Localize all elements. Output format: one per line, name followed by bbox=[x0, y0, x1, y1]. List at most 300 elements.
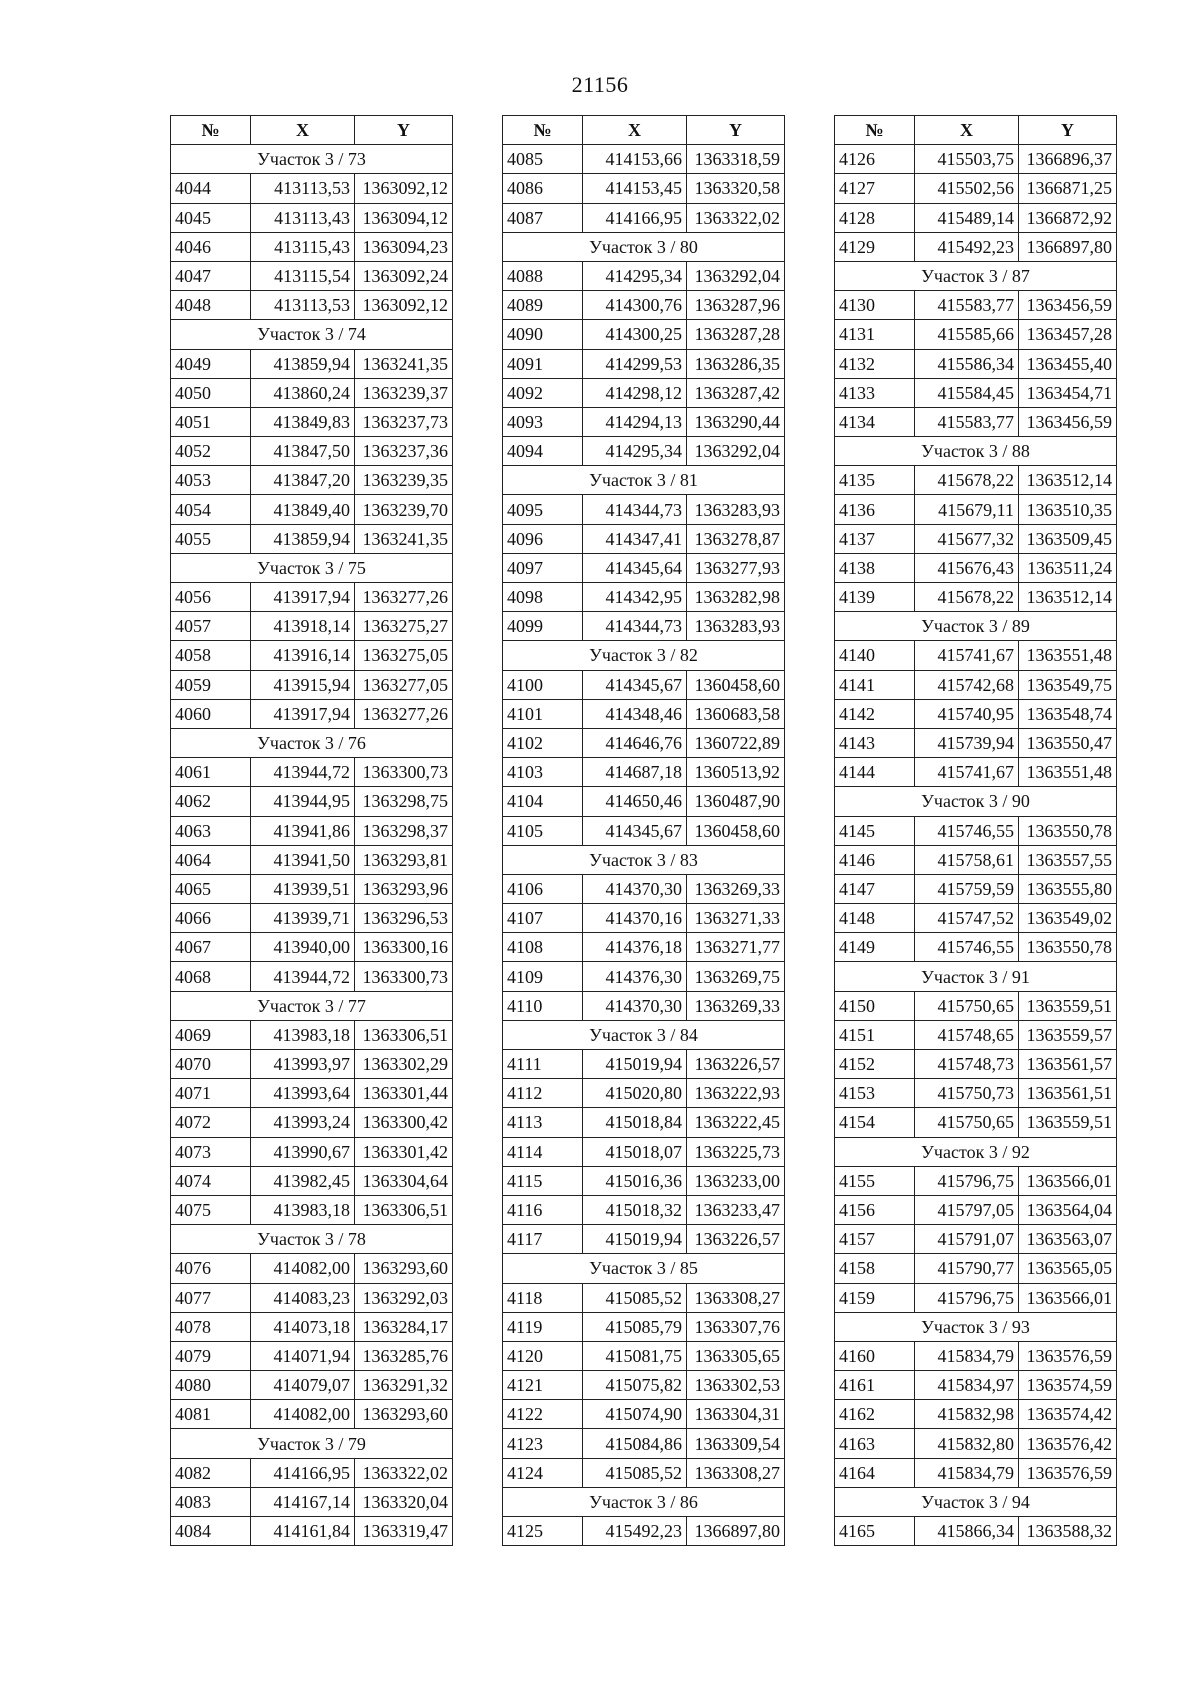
x-coordinate: 415019,94 bbox=[583, 1225, 687, 1254]
point-number: 4051 bbox=[171, 407, 251, 436]
point-number: 4054 bbox=[171, 495, 251, 524]
x-coordinate: 415084,86 bbox=[583, 1429, 687, 1458]
point-number: 4134 bbox=[835, 407, 915, 436]
table-row bbox=[835, 991, 1117, 1020]
section-title: Участок 3 / 84 bbox=[503, 1020, 785, 1049]
table-row bbox=[835, 407, 1117, 436]
table-row bbox=[835, 291, 1117, 320]
y-coordinate: 1360513,92 bbox=[687, 758, 785, 787]
point-number: 4154 bbox=[835, 1108, 915, 1137]
table-row bbox=[171, 1020, 453, 1049]
point-number: 4050 bbox=[171, 378, 251, 407]
table-row bbox=[171, 291, 453, 320]
y-coordinate: 1363277,05 bbox=[355, 670, 453, 699]
x-coordinate: 415740,95 bbox=[915, 699, 1019, 728]
x-coordinate: 414345,67 bbox=[583, 816, 687, 845]
header-number: № bbox=[171, 116, 251, 145]
section-row bbox=[171, 991, 453, 1020]
point-number: 4124 bbox=[503, 1458, 583, 1487]
table-row bbox=[503, 407, 785, 436]
y-coordinate: 1360487,90 bbox=[687, 787, 785, 816]
section-title: Участок 3 / 74 bbox=[171, 320, 453, 349]
x-coordinate: 415791,07 bbox=[915, 1225, 1019, 1254]
x-coordinate: 414345,64 bbox=[583, 553, 687, 582]
x-coordinate: 415018,32 bbox=[583, 1195, 687, 1224]
x-coordinate: 414300,76 bbox=[583, 291, 687, 320]
table-row bbox=[503, 699, 785, 728]
header-x: X bbox=[251, 116, 355, 145]
point-number: 4145 bbox=[835, 816, 915, 845]
x-coordinate: 414347,41 bbox=[583, 524, 687, 553]
section-title: Участок 3 / 94 bbox=[835, 1487, 1117, 1516]
table-row bbox=[503, 261, 785, 290]
point-number: 4101 bbox=[503, 699, 583, 728]
section-row bbox=[835, 787, 1117, 816]
x-coordinate: 413916,14 bbox=[251, 641, 355, 670]
y-coordinate: 1363302,29 bbox=[355, 1050, 453, 1079]
x-coordinate: 415750,65 bbox=[915, 991, 1019, 1020]
point-number: 4135 bbox=[835, 466, 915, 495]
y-coordinate: 1363239,70 bbox=[355, 495, 453, 524]
table-row bbox=[835, 670, 1117, 699]
page-number: 21156 bbox=[571, 72, 629, 97]
x-coordinate: 414083,23 bbox=[251, 1283, 355, 1312]
table-row bbox=[503, 962, 785, 991]
y-coordinate: 1363277,26 bbox=[355, 699, 453, 728]
x-coordinate: 415492,23 bbox=[583, 1517, 687, 1546]
x-coordinate: 413847,50 bbox=[251, 437, 355, 466]
y-coordinate: 1363094,12 bbox=[355, 203, 453, 232]
x-coordinate: 415832,80 bbox=[915, 1429, 1019, 1458]
point-number: 4100 bbox=[503, 670, 583, 699]
table-row bbox=[503, 145, 785, 174]
section-row bbox=[835, 1487, 1117, 1516]
table-row bbox=[835, 1050, 1117, 1079]
point-number: 4049 bbox=[171, 349, 251, 378]
section-title: Участок 3 / 89 bbox=[835, 612, 1117, 641]
x-coordinate: 415741,67 bbox=[915, 758, 1019, 787]
x-coordinate: 415834,79 bbox=[915, 1341, 1019, 1370]
x-coordinate: 413849,40 bbox=[251, 495, 355, 524]
y-coordinate: 1363550,78 bbox=[1019, 816, 1117, 845]
x-coordinate: 415676,43 bbox=[915, 553, 1019, 582]
table-row bbox=[503, 1429, 785, 1458]
x-coordinate: 415585,66 bbox=[915, 320, 1019, 349]
table-row bbox=[503, 612, 785, 641]
table-row bbox=[835, 728, 1117, 757]
point-number: 4153 bbox=[835, 1079, 915, 1108]
x-coordinate: 415746,55 bbox=[915, 933, 1019, 962]
y-coordinate: 1363269,75 bbox=[687, 962, 785, 991]
x-coordinate: 413113,53 bbox=[251, 174, 355, 203]
x-coordinate: 415019,94 bbox=[583, 1050, 687, 1079]
table-row bbox=[171, 1400, 453, 1429]
x-coordinate: 414167,14 bbox=[251, 1487, 355, 1516]
table-row bbox=[503, 1137, 785, 1166]
y-coordinate: 1363510,35 bbox=[1019, 495, 1117, 524]
point-number: 4146 bbox=[835, 845, 915, 874]
y-coordinate: 1363269,33 bbox=[687, 874, 785, 903]
x-coordinate: 415018,84 bbox=[583, 1108, 687, 1137]
y-coordinate: 1363318,59 bbox=[687, 145, 785, 174]
table-header-row bbox=[835, 116, 1117, 145]
table-row bbox=[171, 1341, 453, 1370]
section-title: Участок 3 / 87 bbox=[835, 261, 1117, 290]
y-coordinate: 1363557,55 bbox=[1019, 845, 1117, 874]
point-number: 4156 bbox=[835, 1195, 915, 1224]
y-coordinate: 1363320,58 bbox=[687, 174, 785, 203]
x-coordinate: 413859,94 bbox=[251, 524, 355, 553]
x-coordinate: 414376,30 bbox=[583, 962, 687, 991]
y-coordinate: 1363559,51 bbox=[1019, 1108, 1117, 1137]
point-number: 4073 bbox=[171, 1137, 251, 1166]
x-coordinate: 413860,24 bbox=[251, 378, 355, 407]
y-coordinate: 1363512,14 bbox=[1019, 583, 1117, 612]
point-number: 4068 bbox=[171, 962, 251, 991]
table-row bbox=[171, 641, 453, 670]
table-row bbox=[171, 1166, 453, 1195]
point-number: 4106 bbox=[503, 874, 583, 903]
y-coordinate: 1363222,45 bbox=[687, 1108, 785, 1137]
table-row bbox=[503, 933, 785, 962]
point-number: 4085 bbox=[503, 145, 583, 174]
x-coordinate: 414370,30 bbox=[583, 991, 687, 1020]
x-coordinate: 415016,36 bbox=[583, 1166, 687, 1195]
point-number: 4110 bbox=[503, 991, 583, 1020]
point-number: 4162 bbox=[835, 1400, 915, 1429]
table-row bbox=[835, 933, 1117, 962]
table-row bbox=[171, 1108, 453, 1137]
section-row bbox=[503, 845, 785, 874]
point-number: 4078 bbox=[171, 1312, 251, 1341]
x-coordinate: 414370,16 bbox=[583, 904, 687, 933]
point-number: 4047 bbox=[171, 261, 251, 290]
x-coordinate: 413983,18 bbox=[251, 1020, 355, 1049]
x-coordinate: 413115,43 bbox=[251, 232, 355, 261]
y-coordinate: 1363456,59 bbox=[1019, 291, 1117, 320]
table-row bbox=[835, 174, 1117, 203]
point-number: 4160 bbox=[835, 1341, 915, 1370]
y-coordinate: 1363551,48 bbox=[1019, 758, 1117, 787]
point-number: 4122 bbox=[503, 1400, 583, 1429]
y-coordinate: 1363293,81 bbox=[355, 845, 453, 874]
x-coordinate: 413917,94 bbox=[251, 583, 355, 612]
point-number: 4164 bbox=[835, 1458, 915, 1487]
y-coordinate: 1363550,47 bbox=[1019, 728, 1117, 757]
table-row bbox=[171, 1254, 453, 1283]
x-coordinate: 415747,52 bbox=[915, 904, 1019, 933]
point-number: 4140 bbox=[835, 641, 915, 670]
point-number: 4120 bbox=[503, 1341, 583, 1370]
y-coordinate: 1363457,28 bbox=[1019, 320, 1117, 349]
section-row bbox=[503, 1254, 785, 1283]
table-row bbox=[503, 1079, 785, 1108]
x-coordinate: 413993,24 bbox=[251, 1108, 355, 1137]
table-row bbox=[835, 816, 1117, 845]
section-title: Участок 3 / 86 bbox=[503, 1487, 785, 1516]
y-coordinate: 1363285,76 bbox=[355, 1341, 453, 1370]
point-number: 4125 bbox=[503, 1517, 583, 1546]
y-coordinate: 1363287,96 bbox=[687, 291, 785, 320]
y-coordinate: 1363226,57 bbox=[687, 1225, 785, 1254]
x-coordinate: 413939,51 bbox=[251, 874, 355, 903]
y-coordinate: 1363319,47 bbox=[355, 1517, 453, 1546]
section-row bbox=[171, 1225, 453, 1254]
section-title: Участок 3 / 85 bbox=[503, 1254, 785, 1283]
x-coordinate: 415489,14 bbox=[915, 203, 1019, 232]
point-number: 4151 bbox=[835, 1020, 915, 1049]
y-coordinate: 1363559,57 bbox=[1019, 1020, 1117, 1049]
section-title: Участок 3 / 81 bbox=[503, 466, 785, 495]
y-coordinate: 1363548,74 bbox=[1019, 699, 1117, 728]
y-coordinate: 1363283,93 bbox=[687, 495, 785, 524]
y-coordinate: 1363092,12 bbox=[355, 291, 453, 320]
x-coordinate: 415074,90 bbox=[583, 1400, 687, 1429]
y-coordinate: 1363292,04 bbox=[687, 261, 785, 290]
point-number: 4148 bbox=[835, 904, 915, 933]
point-number: 4115 bbox=[503, 1166, 583, 1195]
table-row bbox=[171, 1312, 453, 1341]
point-number: 4094 bbox=[503, 437, 583, 466]
y-coordinate: 1363309,54 bbox=[687, 1429, 785, 1458]
x-coordinate: 414082,00 bbox=[251, 1400, 355, 1429]
table-row bbox=[835, 1108, 1117, 1137]
table-row bbox=[503, 320, 785, 349]
point-number: 4127 bbox=[835, 174, 915, 203]
y-coordinate: 1366896,37 bbox=[1019, 145, 1117, 174]
table-row bbox=[171, 1195, 453, 1224]
point-number: 4121 bbox=[503, 1371, 583, 1400]
y-coordinate: 1363094,23 bbox=[355, 232, 453, 261]
y-coordinate: 1363271,33 bbox=[687, 904, 785, 933]
x-coordinate: 415018,07 bbox=[583, 1137, 687, 1166]
x-coordinate: 413941,50 bbox=[251, 845, 355, 874]
point-number: 4089 bbox=[503, 291, 583, 320]
table-row bbox=[503, 1341, 785, 1370]
y-coordinate: 1360458,60 bbox=[687, 670, 785, 699]
point-number: 4069 bbox=[171, 1020, 251, 1049]
y-coordinate: 1363298,37 bbox=[355, 816, 453, 845]
table-row bbox=[503, 1371, 785, 1400]
section-title: Участок 3 / 82 bbox=[503, 641, 785, 670]
table-row bbox=[171, 583, 453, 612]
table-row bbox=[835, 583, 1117, 612]
y-coordinate: 1363287,28 bbox=[687, 320, 785, 349]
y-coordinate: 1363576,42 bbox=[1019, 1429, 1117, 1458]
point-number: 4077 bbox=[171, 1283, 251, 1312]
point-number: 4103 bbox=[503, 758, 583, 787]
section-row bbox=[171, 1429, 453, 1458]
point-number: 4048 bbox=[171, 291, 251, 320]
table-row bbox=[171, 1487, 453, 1516]
x-coordinate: 415085,79 bbox=[583, 1312, 687, 1341]
table-row bbox=[503, 787, 785, 816]
x-coordinate: 414071,94 bbox=[251, 1341, 355, 1370]
x-coordinate: 413944,72 bbox=[251, 962, 355, 991]
x-coordinate: 414153,45 bbox=[583, 174, 687, 203]
x-coordinate: 413941,86 bbox=[251, 816, 355, 845]
point-number: 4082 bbox=[171, 1458, 251, 1487]
y-coordinate: 1363233,47 bbox=[687, 1195, 785, 1224]
table-row bbox=[503, 1283, 785, 1312]
table-row bbox=[171, 524, 453, 553]
table-row bbox=[503, 378, 785, 407]
y-coordinate: 1360683,58 bbox=[687, 699, 785, 728]
x-coordinate: 415796,75 bbox=[915, 1166, 1019, 1195]
x-coordinate: 414370,30 bbox=[583, 874, 687, 903]
x-coordinate: 413915,94 bbox=[251, 670, 355, 699]
point-number: 4118 bbox=[503, 1283, 583, 1312]
x-coordinate: 415085,52 bbox=[583, 1458, 687, 1487]
table-row bbox=[835, 904, 1117, 933]
x-coordinate: 415832,98 bbox=[915, 1400, 1019, 1429]
y-coordinate: 1363296,53 bbox=[355, 904, 453, 933]
table-row bbox=[835, 1400, 1117, 1429]
point-number: 4131 bbox=[835, 320, 915, 349]
y-coordinate: 1363563,07 bbox=[1019, 1225, 1117, 1254]
x-coordinate: 415758,61 bbox=[915, 845, 1019, 874]
table-row bbox=[171, 816, 453, 845]
header-y: Y bbox=[1019, 116, 1117, 145]
table-row bbox=[171, 495, 453, 524]
table-row bbox=[835, 1341, 1117, 1370]
point-number: 4143 bbox=[835, 728, 915, 757]
y-coordinate: 1363269,33 bbox=[687, 991, 785, 1020]
table-row bbox=[171, 874, 453, 903]
table-row bbox=[503, 495, 785, 524]
point-number: 4158 bbox=[835, 1254, 915, 1283]
point-number: 4057 bbox=[171, 612, 251, 641]
section-row bbox=[835, 261, 1117, 290]
x-coordinate: 413944,72 bbox=[251, 758, 355, 787]
section-title: Участок 3 / 79 bbox=[171, 1429, 453, 1458]
y-coordinate: 1363322,02 bbox=[355, 1458, 453, 1487]
y-coordinate: 1363275,05 bbox=[355, 641, 453, 670]
point-number: 4113 bbox=[503, 1108, 583, 1137]
point-number: 4108 bbox=[503, 933, 583, 962]
y-coordinate: 1366871,25 bbox=[1019, 174, 1117, 203]
point-number: 4087 bbox=[503, 203, 583, 232]
section-row bbox=[835, 962, 1117, 991]
y-coordinate: 1363239,37 bbox=[355, 378, 453, 407]
x-coordinate: 415750,73 bbox=[915, 1079, 1019, 1108]
section-title: Участок 3 / 78 bbox=[171, 1225, 453, 1254]
point-number: 4149 bbox=[835, 933, 915, 962]
section-title: Участок 3 / 91 bbox=[835, 962, 1117, 991]
point-number: 4045 bbox=[171, 203, 251, 232]
y-coordinate: 1363564,04 bbox=[1019, 1195, 1117, 1224]
point-number: 4053 bbox=[171, 466, 251, 495]
x-coordinate: 415746,55 bbox=[915, 816, 1019, 845]
table-row bbox=[171, 787, 453, 816]
header-y: Y bbox=[687, 116, 785, 145]
point-number: 4071 bbox=[171, 1079, 251, 1108]
section-row bbox=[835, 1137, 1117, 1166]
point-number: 4060 bbox=[171, 699, 251, 728]
x-coordinate: 413113,43 bbox=[251, 203, 355, 232]
y-coordinate: 1363566,01 bbox=[1019, 1166, 1117, 1195]
y-coordinate: 1363290,44 bbox=[687, 407, 785, 436]
table-row bbox=[171, 670, 453, 699]
y-coordinate: 1363282,98 bbox=[687, 583, 785, 612]
table-row bbox=[835, 1195, 1117, 1224]
point-number: 4165 bbox=[835, 1517, 915, 1546]
point-number: 4084 bbox=[171, 1517, 251, 1546]
table-row bbox=[835, 349, 1117, 378]
x-coordinate: 415020,80 bbox=[583, 1079, 687, 1108]
table-row bbox=[171, 1050, 453, 1079]
point-number: 4059 bbox=[171, 670, 251, 699]
table-row bbox=[835, 758, 1117, 787]
table-row bbox=[835, 1283, 1117, 1312]
y-coordinate: 1366872,92 bbox=[1019, 203, 1117, 232]
point-number: 4058 bbox=[171, 641, 251, 670]
point-number: 4097 bbox=[503, 553, 583, 582]
y-coordinate: 1360722,89 bbox=[687, 728, 785, 757]
x-coordinate: 415759,59 bbox=[915, 874, 1019, 903]
x-coordinate: 413847,20 bbox=[251, 466, 355, 495]
point-number: 4088 bbox=[503, 261, 583, 290]
y-coordinate: 1363287,42 bbox=[687, 378, 785, 407]
section-title: Участок 3 / 88 bbox=[835, 437, 1117, 466]
table-row bbox=[171, 1371, 453, 1400]
y-coordinate: 1363241,35 bbox=[355, 524, 453, 553]
table-row bbox=[171, 1283, 453, 1312]
y-coordinate: 1363561,51 bbox=[1019, 1079, 1117, 1108]
table-row bbox=[171, 407, 453, 436]
table-header-row bbox=[171, 116, 453, 145]
x-coordinate: 413917,94 bbox=[251, 699, 355, 728]
x-coordinate: 413113,53 bbox=[251, 291, 355, 320]
y-coordinate: 1363574,59 bbox=[1019, 1371, 1117, 1400]
section-row bbox=[171, 728, 453, 757]
y-coordinate: 1363239,35 bbox=[355, 466, 453, 495]
y-coordinate: 1366897,80 bbox=[1019, 232, 1117, 261]
y-coordinate: 1363509,45 bbox=[1019, 524, 1117, 553]
table-row bbox=[503, 991, 785, 1020]
point-number: 4128 bbox=[835, 203, 915, 232]
table-row bbox=[503, 758, 785, 787]
x-coordinate: 414376,18 bbox=[583, 933, 687, 962]
x-coordinate: 415075,82 bbox=[583, 1371, 687, 1400]
y-coordinate: 1363549,75 bbox=[1019, 670, 1117, 699]
point-number: 4081 bbox=[171, 1400, 251, 1429]
point-number: 4093 bbox=[503, 407, 583, 436]
point-number: 4163 bbox=[835, 1429, 915, 1458]
x-coordinate: 414687,18 bbox=[583, 758, 687, 787]
table-row bbox=[835, 495, 1117, 524]
x-coordinate: 415679,11 bbox=[915, 495, 1019, 524]
table-row bbox=[503, 816, 785, 845]
table-row bbox=[171, 466, 453, 495]
point-number: 4150 bbox=[835, 991, 915, 1020]
point-number: 4091 bbox=[503, 349, 583, 378]
point-number: 4138 bbox=[835, 553, 915, 582]
table-row bbox=[503, 1166, 785, 1195]
y-coordinate: 1363302,53 bbox=[687, 1371, 785, 1400]
table-row bbox=[835, 524, 1117, 553]
point-number: 4159 bbox=[835, 1283, 915, 1312]
section-title: Участок 3 / 90 bbox=[835, 787, 1117, 816]
section-row bbox=[171, 145, 453, 174]
x-coordinate: 414348,46 bbox=[583, 699, 687, 728]
point-number: 4114 bbox=[503, 1137, 583, 1166]
header-number: № bbox=[503, 116, 583, 145]
coordinates-table-middle bbox=[502, 115, 785, 1546]
x-coordinate: 413939,71 bbox=[251, 904, 355, 933]
section-row bbox=[171, 553, 453, 582]
point-number: 4064 bbox=[171, 845, 251, 874]
